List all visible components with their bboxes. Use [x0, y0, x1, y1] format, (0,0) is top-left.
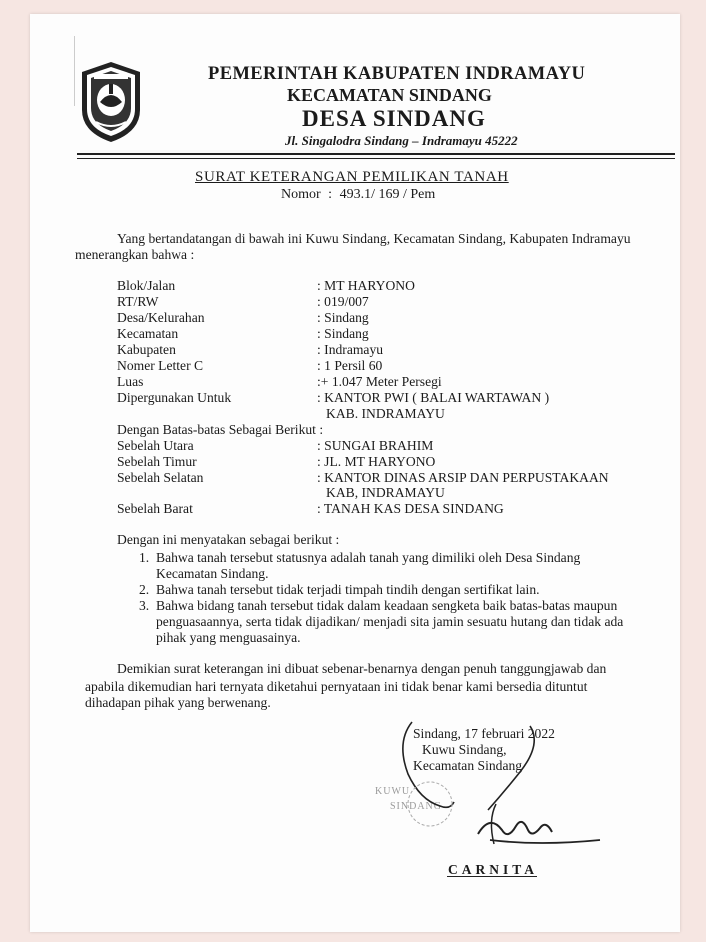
field-value: : Sindang [317, 310, 369, 325]
field-label: Luas [117, 374, 144, 389]
batas-label: Sebelah Barat [117, 501, 193, 516]
stamp-text-line1: KUWU [375, 786, 411, 797]
field-label: Dipergunakan Untuk [117, 390, 232, 405]
letterhead-address: Jl. Singalodra Sindang – Indramayu 45222 [285, 133, 518, 148]
statement-line: Kecamatan Sindang. [156, 566, 269, 581]
statement-line: Bahwa tanah tersebut tidak terjadi timpah tindih dengan sertifikat lain. [156, 582, 540, 597]
field-value: :+ 1.047 Meter Persegi [317, 374, 442, 389]
nomor-label: Nomor [281, 187, 321, 202]
statement-line: Bahwa tanah tersebut statusnya adalah tanah yang dimiliki oleh Desa Sindang [156, 550, 581, 565]
signatory-name: CARNITA [448, 862, 539, 877]
nomor-value: 493.1/ 169 / Pem [339, 187, 436, 202]
signature-position1: Kuwu Sindang, [422, 742, 507, 757]
statement-number: 1. [139, 550, 150, 565]
closing-line3: dihadapan pihak yang berwenang. [85, 695, 271, 710]
signature-place-date: Sindang, 17 februari 2022 [413, 726, 555, 741]
batas-value: : JL. MT HARYONO [317, 454, 436, 469]
field-label: Blok/Jalan [117, 278, 176, 293]
statement-line: Bahwa bidang tanah tersebut tidak dalam keadaan sengketa baik batas-batas maupun [156, 598, 618, 613]
document-number [281, 187, 439, 203]
intro-line1: Yang bertandatangan di bawah ini Kuwu Sindang, Kecamatan Sindang, Kabupaten Indramayu [117, 231, 631, 246]
letterhead-rule-thick [77, 153, 675, 155]
batas-value: : SUNGAI BRAHIM [317, 438, 434, 453]
field-label: RT/RW [117, 294, 159, 309]
regency-emblem-icon [78, 60, 144, 144]
document-title: SURAT KETERANGAN PEMILIKAN TANAH [195, 169, 509, 185]
field-label: Nomer Letter C [117, 358, 204, 373]
batas-value-continued: KAB, INDRAMAYU [326, 485, 445, 500]
closing-line2: apabila dikemudian hari ternyata diketahui pernyataan ini tidak benar kami bersedia dituntut [85, 679, 588, 694]
batas-label: Sebelah Timur [117, 454, 197, 469]
signatory-name-underline [447, 876, 537, 877]
document-sheet [30, 14, 680, 932]
statement-heading: Dengan ini menyatakan sebagai berikut : [117, 532, 340, 547]
letterhead-line3: DESA SINDANG [302, 106, 486, 131]
intro-line2: menerangkan bahwa : [75, 247, 195, 262]
statement-number: 2. [139, 582, 150, 597]
batas-value: : TANAH KAS DESA SINDANG [317, 501, 504, 516]
closing-line1: Demikian surat keterangan ini dibuat sebenar-benarnya dengan penuh tanggungjawab dan [117, 661, 607, 676]
batas-label: Sebelah Utara [117, 438, 194, 453]
statement-line: pihak yang menguasainya. [156, 630, 301, 645]
field-label: Kecamatan [117, 326, 179, 341]
statement-line: penguasaannya, serta tidak dijadikan/ menjadi sita jamin sesuatu hutang dan tidak ada [156, 614, 624, 629]
field-label: Desa/Kelurahan [117, 310, 205, 325]
letterhead-rule-thin [77, 158, 675, 159]
field-value: : Indramayu [317, 342, 384, 357]
field-value: : Sindang [317, 326, 369, 341]
batas-value: : KANTOR DINAS ARSIP DAN PERPUSTAKAAN [317, 470, 609, 485]
field-value: : 1 Persil 60 [317, 358, 383, 373]
batas-heading: Dengan Batas-batas Sebagai Berikut : [117, 422, 324, 437]
margin-line [74, 36, 75, 106]
field-value: : MT HARYONO [317, 278, 415, 293]
batas-label: Sebelah Selatan [117, 470, 204, 485]
letterhead-line2: KECAMATAN SINDANG [287, 85, 492, 105]
field-label: Kabupaten [117, 342, 176, 357]
letterhead-line1: PEMERINTAH KABUPATEN INDRAMAYU [208, 64, 586, 84]
nomor-separator: : [328, 187, 333, 202]
field-value-continued: KAB. INDRAMAYU [326, 406, 445, 421]
field-value: : 019/007 [317, 294, 369, 309]
field-value: : KANTOR PWI ( BALAI WARTAWAN ) [317, 390, 550, 405]
stamp-text-line2: SINDANG [390, 801, 442, 812]
signature-position2: Kecamatan Sindang [413, 758, 523, 773]
statement-number: 3. [139, 598, 150, 613]
